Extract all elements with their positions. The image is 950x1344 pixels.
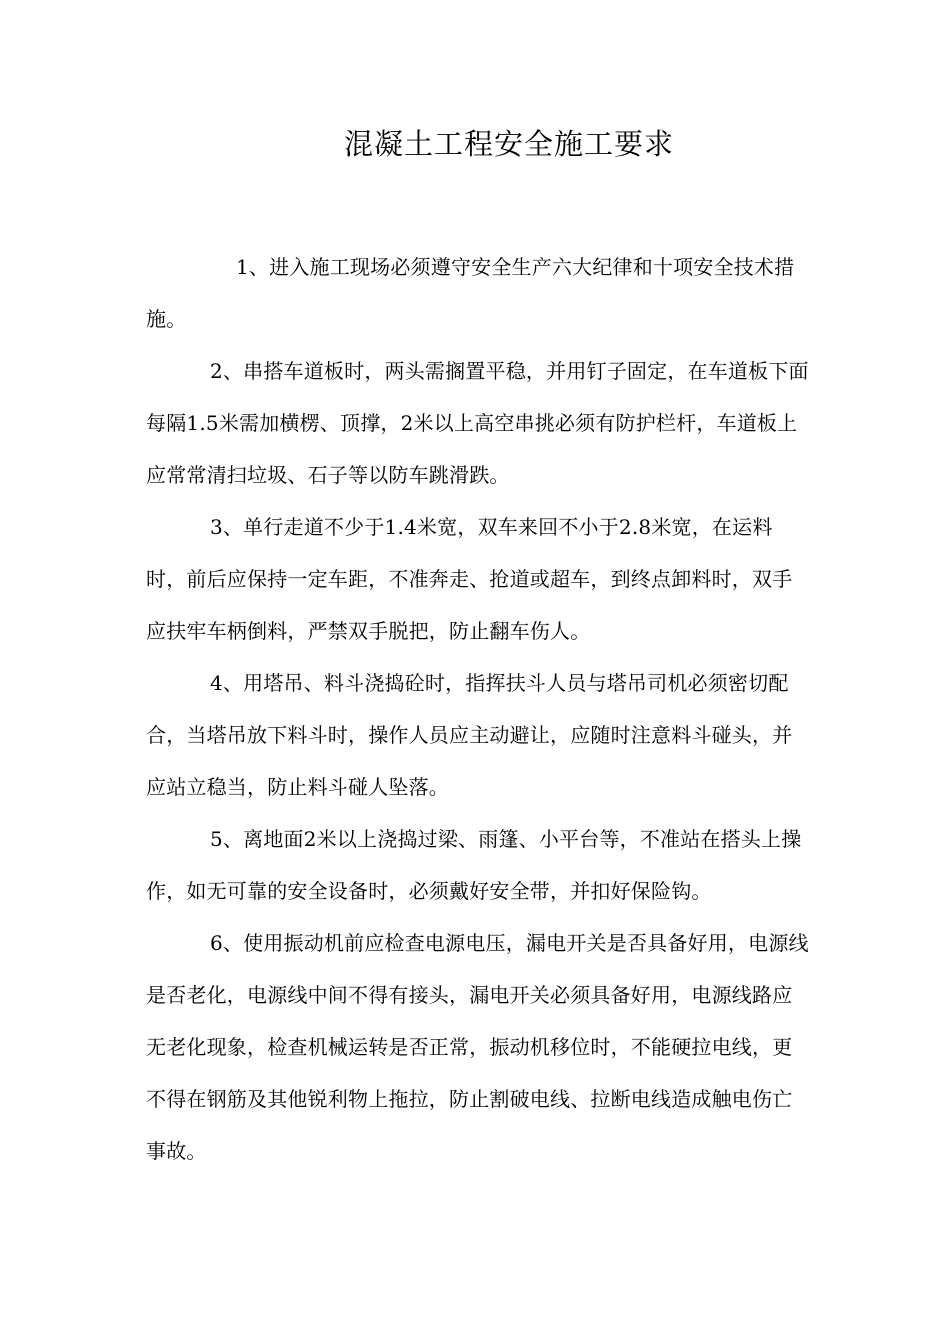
- paragraph-2: 2、串搭车道板时，两头需搁置平稳，并用钉子固定，在车道板下面每隔1.5米需加横楞、顶撑，2米以上高空串挑必须有防护栏杆，车道板上应常常清扫垃圾、石子等以防车跳滑跌。: [146, 359, 809, 487]
- paragraph-1: 1、进入施工现场必须遵守安全生产六大纪律和十项安全技术措施。: [146, 255, 795, 331]
- document-body: [146, 241, 812, 1177]
- paragraph-3: 3、单行走道不少于1.4米宽，双车来回不小于2.8米宽，在运料时，前后应保持一定车距，不准奔走、抢道或超车，到终点卸料时，双手应扶牢车柄倒料，严禁双手脱把，防止翻车伤人。: [146, 515, 793, 643]
- document-title: 混凝土工程安全施工要求: [343, 127, 674, 161]
- paragraph-5: 5、离地面2米以上浇捣过梁、雨篷、小平台等，不准站在搭头上操作，如无可靠的安全设备时，必须戴好安全带，并扣好保险钩。: [146, 827, 802, 903]
- paragraph-4: 4、用塔吊、料斗浇捣砼时，指挥扶斗人员与塔吊司机必须密切配合，当塔吊放下料斗时，操作人员应主动避让，应随时注意料斗碰头，并应站立稳当，防止料斗碰人坠落。: [146, 671, 793, 799]
- paragraph-6: 6、使用振动机前应检查电源电压，漏电开关是否具备好用，电源线是否老化，电源线中间不得有接头，漏电开关必须具备好用，电源线路应无老化现象，检查机械运转是否正常，振动机移位时，不能硬拉电线，更不得在钢筋及其他锐利物上拖拉，防止割破电线、拉断电线造成触电伤亡事故。: [146, 931, 809, 1163]
